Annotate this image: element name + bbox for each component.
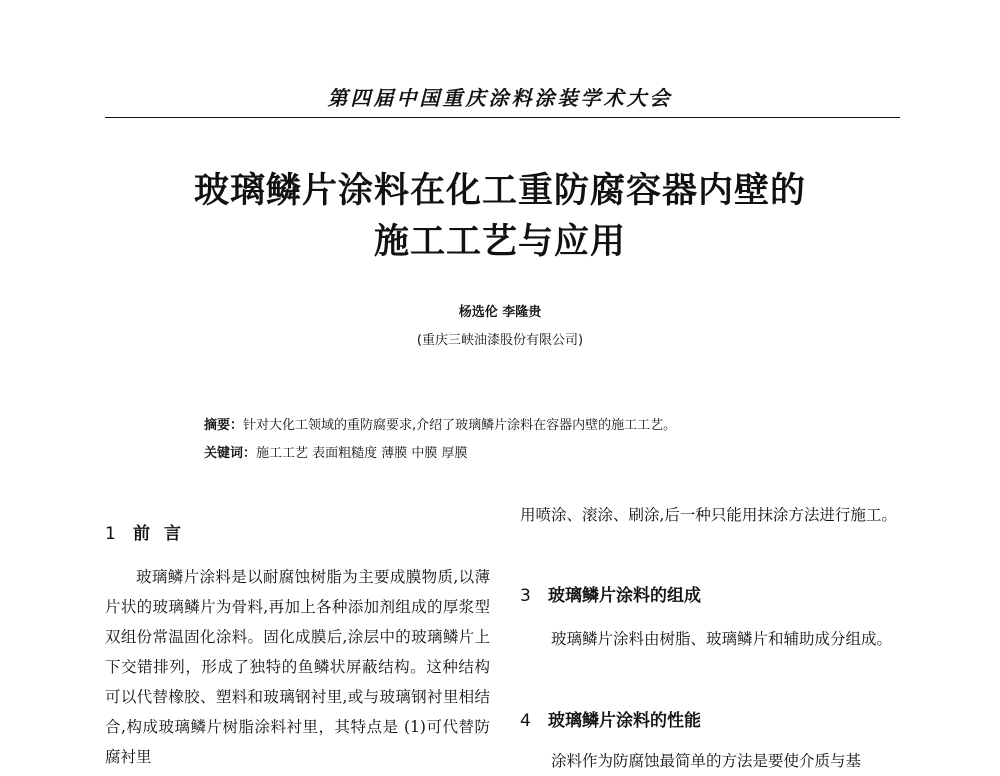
keywords-label: 关键词： [204,446,257,461]
section-title: 玻璃鳞片涂料的组成 [548,586,701,606]
section-number: 3 [520,586,531,606]
section-1-paragraph: 玻璃鳞片涂料是以耐腐蚀树脂为主要成膜物质,以薄片状的玻璃鳞片为骨料,再加上各种添加剂组成的厚浆型双组份常温固化涂料。固化成膜后,涂层中的玻璃鳞片上下交错排列，形成了独特的鱼鳞状屏蔽结构。这种结构可以代替橡胶、塑料和玻璃钢衬里,或与玻璃钢衬里相结合,构成玻璃鳞片树脂涂料衬里，其特点是 (1)可代替防腐衬里 [105,568,490,766]
abstract-label: 摘要： [204,418,244,433]
running-head: 第四届中国重庆涂料涂装学术大会 [327,86,673,110]
keywords [204,442,468,461]
section-4-paragraph: 涂料作为防腐蚀最简单的方法是要使介质与基 [551,752,862,770]
section-title: 玻璃鳞片涂料的性能 [548,711,701,731]
section-heading-3 [520,581,701,606]
section-heading-4 [520,706,701,731]
section-number: 4 [520,711,531,731]
affiliation: (重庆三峡油漆股份有限公司) [416,333,584,348]
paper-title-line-2: 施工工艺与应用 [373,221,626,262]
keywords-text: 施工工艺 表面粗糙度 薄膜 中膜 厚膜 [256,446,468,461]
section-number: 1 [105,524,116,544]
continued-paragraph: 用喷涂、滚涂、刷涂,后一种只能用抹涂方法进行施工。 [520,506,897,524]
authors: 杨选伦 李隆贵 [458,305,542,320]
header-rule [105,117,900,118]
paper-title-line-1: 玻璃鳞片涂料在化工重防腐容器内壁的 [193,170,806,211]
section-heading-1 [105,519,195,544]
section-3-paragraph: 玻璃鳞片涂料由树脂、玻璃鳞片和辅助成分组成。 [551,630,893,648]
section-title: 前言 [133,524,195,544]
abstract-text: 针对大化工领域的重防腐要求,介绍了玻璃鳞片涂料在容器内壁的施工工艺。 [243,418,677,433]
abstract [204,414,676,433]
